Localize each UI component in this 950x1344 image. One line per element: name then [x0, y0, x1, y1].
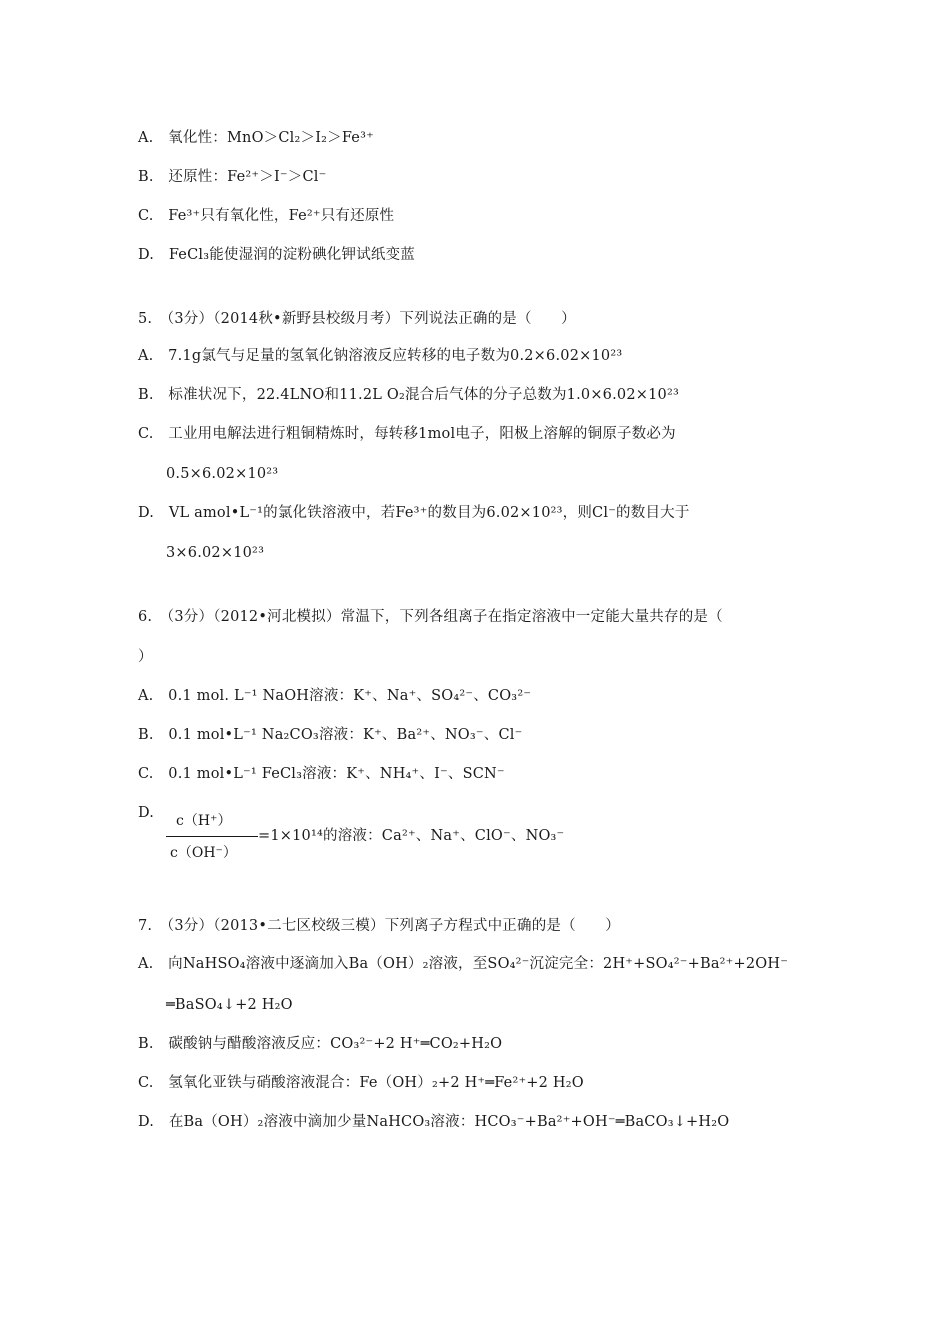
q5-option-c-line2: 0.5×6.02×10²³ — [166, 466, 279, 482]
q5-option-a: A. 7.1g氯气与足量的氢氧化钠溶液反应转移的电子数为0.2×6.02×10²³ — [138, 348, 623, 364]
q6-option-d-label: D. — [138, 805, 155, 821]
q6-option-d-text: =1×10¹⁴的溶液：Ca²⁺、Na⁺、ClO⁻、NO₃⁻ — [258, 828, 565, 844]
q6-option-c: C. 0.1 mol•L⁻¹ FeCl₃溶液：K⁺、NH₄⁺、I⁻、SCN⁻ — [138, 766, 505, 782]
fraction-denominator: c（OH⁻） — [170, 845, 237, 861]
fraction-numerator: c（H⁺） — [176, 813, 232, 829]
q7-option-a-line1: A. 向NaHSO₄溶液中逐滴加入Ba（OH）₂溶液，至SO₄²⁻沉淀完全：2H⁺+SO₄²⁻+Ba²⁺+2OH⁻ — [138, 956, 789, 972]
q6-option-d-fraction — [166, 806, 258, 866]
q7-option-d: D. 在Ba（OH）₂溶液中滴加少量NaHCO₃溶液：HCO₃⁻+Ba²⁺+OH⁻═BaCO₃↓+H₂O — [138, 1114, 730, 1130]
q4-option-a: A. 氧化性：MnO＞Cl₂＞I₂＞Fe³⁺ — [138, 130, 374, 146]
q7-option-c: C. 氢氧化亚铁与硝酸溶液混合：Fe（OH）₂+2 H⁺═Fe²⁺+2 H₂O — [138, 1075, 584, 1091]
q5-option-b: B. 标准状况下，22.4LNO和11.2L O₂混合后气体的分子总数为1.0×6.02×10²³ — [138, 387, 679, 403]
q7-option-b: B. 碳酸钠与醋酸溶液反应：CO₃²⁻+2 H⁺═CO₂+H₂O — [138, 1036, 503, 1052]
fraction-bar — [166, 836, 258, 837]
q7-stem: 7. （3分）（2013•二七区校级三模）下列离子方程式中正确的是（ ） — [138, 918, 620, 934]
q5-option-d-line1: D. VL amol•L⁻¹的氯化铁溶液中，若Fe³⁺的数目为6.02×10²³，则Cl⁻的数目大于 — [138, 505, 690, 521]
q4-option-d: D. FeCl₃能使湿润的淀粉碘化钾试纸变蓝 — [138, 247, 416, 263]
q5-option-c-line1: C. 工业用电解法进行粗铜精炼时，每转移1mol电子，阳极上溶解的铜原子数必为 — [138, 426, 676, 442]
q6-stem-line1: 6. （3分）（2012•河北模拟）常温下，下列各组离子在指定溶液中一定能大量共存的是（ — [138, 609, 723, 625]
q5-option-d-line2: 3×6.02×10²³ — [166, 545, 265, 561]
q6-option-b: B. 0.1 mol•L⁻¹ Na₂CO₃溶液：K⁺、Ba²⁺、NO₃⁻、Cl⁻ — [138, 727, 523, 743]
q4-option-b: B. 还原性：Fe²⁺＞I⁻＞Cl⁻ — [138, 169, 327, 185]
q4-option-c: C. Fe³⁺只有氧化性，Fe²⁺只有还原性 — [138, 208, 395, 224]
q5-stem: 5. （3分）（2014秋•新野县校级月考）下列说法正确的是（ ） — [138, 311, 576, 327]
q6-option-a: A. 0.1 mol. L⁻¹ NaOH溶液：K⁺、Na⁺、SO₄²⁻、CO₃²⁻ — [138, 688, 532, 704]
q6-stem-line2: ） — [138, 649, 153, 665]
q7-option-a-line2: ═BaSO₄↓+2 H₂O — [166, 997, 293, 1013]
